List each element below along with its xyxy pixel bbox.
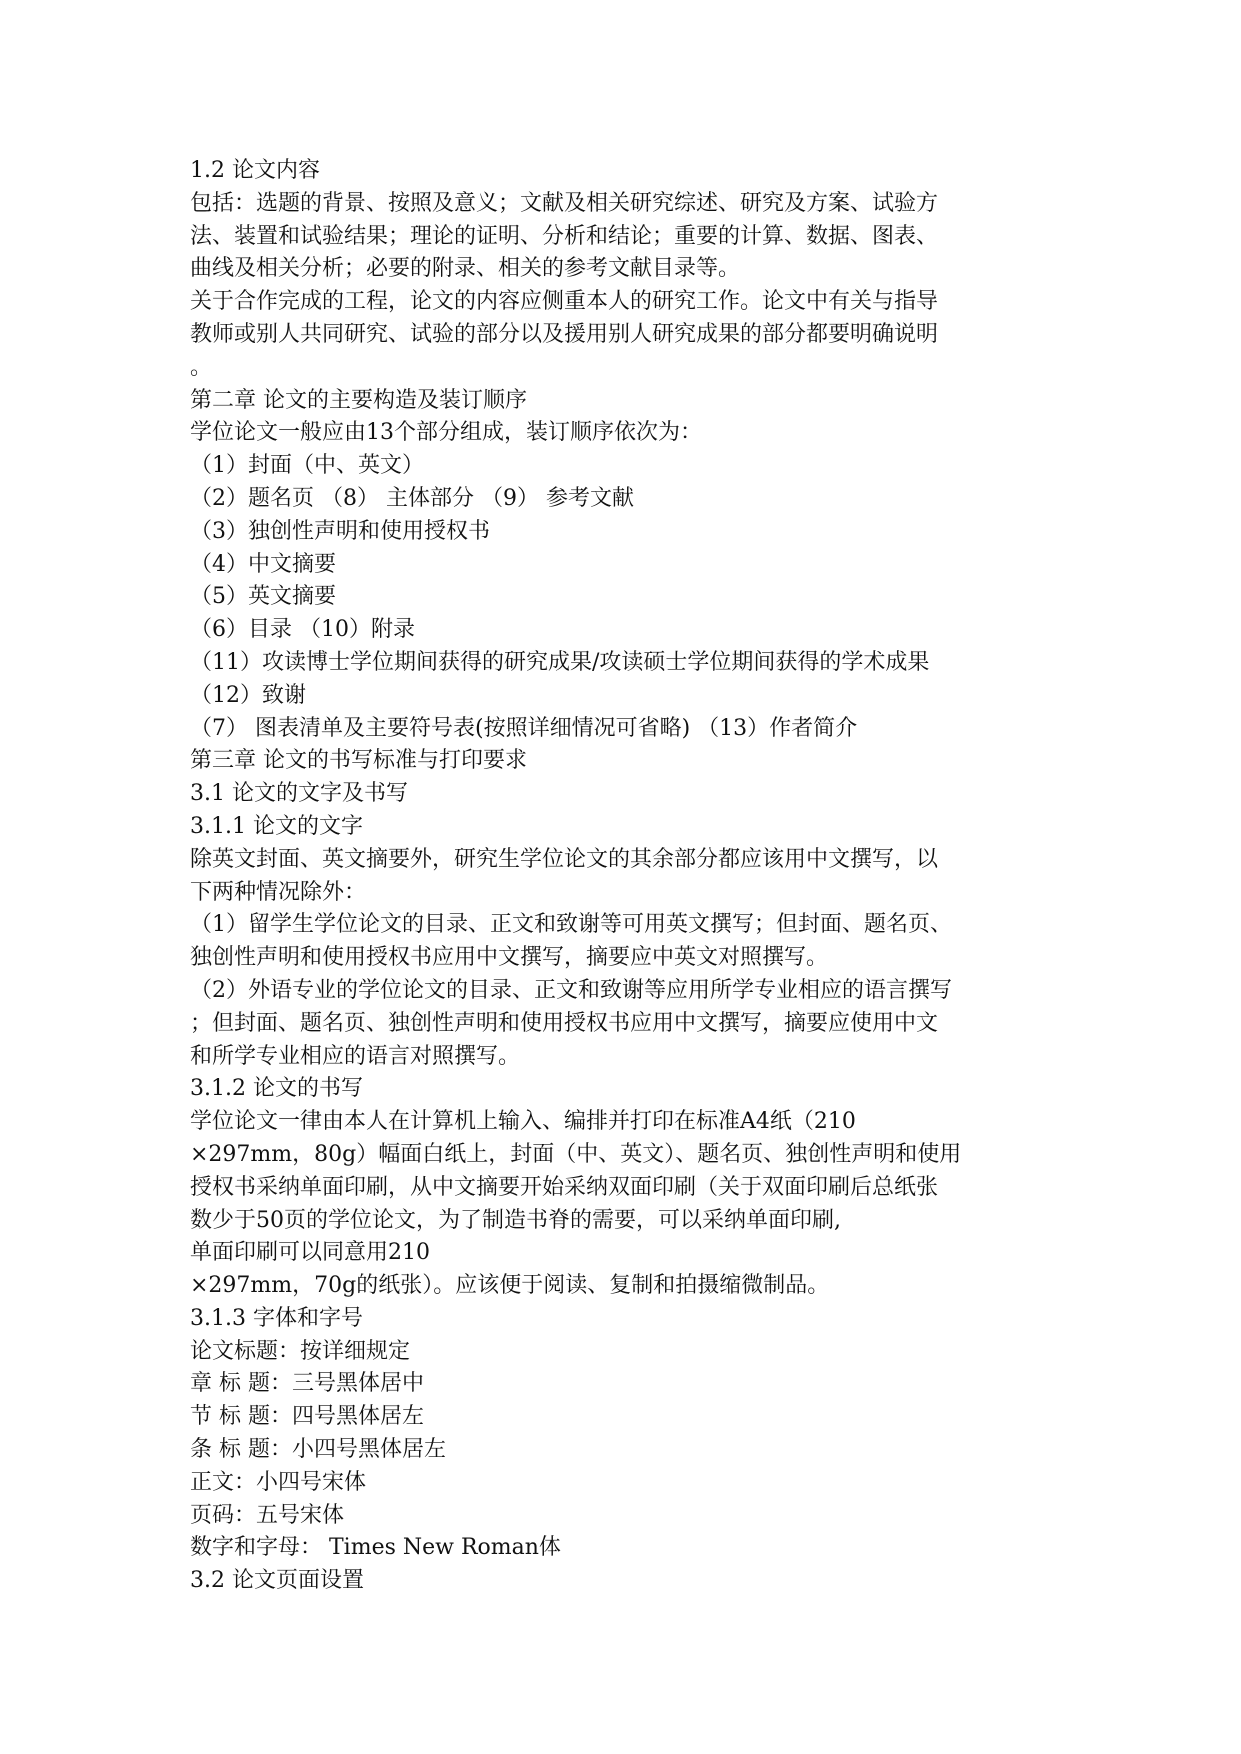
section-heading: 3.1 论文的文字及书写 bbox=[190, 781, 408, 807]
paragraph-line: 条 标 题：小四号黑体居左 bbox=[190, 1437, 446, 1463]
list-item: （4）中文摘要 bbox=[190, 551, 336, 577]
paragraph-line: 数少于50页的学位论文，为了制造书脊的需要，可以采纳单面印刷, bbox=[190, 1207, 841, 1233]
paragraph-line: 包括：选题的背景、按照及意义；文献及相关研究综述、研究及方案、试验方 bbox=[190, 190, 939, 216]
paragraph-line: ×297mm，70g的纸张）。应该便于阅读、复制和拍摄缩微制品。 bbox=[190, 1273, 830, 1299]
list-item: （2）题名页 （8） 主体部分 （9） 参考文献 bbox=[190, 485, 634, 511]
list-item: （11）攻读博士学位期间获得的研究成果/攻读硕士学位期间获得的学术成果 bbox=[190, 649, 930, 675]
paragraph-line: 关于合作完成的工程，论文的内容应侧重本人的研究工作。论文中有关与指导 bbox=[190, 289, 939, 315]
list-item: （5）英文摘要 bbox=[190, 584, 336, 610]
chapter-heading: 第三章 论文的书写标准与打印要求 bbox=[190, 748, 527, 774]
paragraph-line: 授权书采纳单面印刷，从中文摘要开始采纳双面印刷（关于双面印刷后总纸张 bbox=[190, 1174, 939, 1200]
paragraph-line: （2）外语专业的学位论文的目录、正文和致谢等应用所学专业相应的语言撰写 bbox=[190, 977, 952, 1003]
paragraph-line: 单面印刷可以同意用210 bbox=[190, 1240, 430, 1266]
paragraph-line: 正文：小四号宋体 bbox=[190, 1469, 367, 1495]
paragraph-line: ；但封面、题名页、独创性声明和使用授权书应用中文撰写，摘要应使用中文 bbox=[190, 1010, 939, 1036]
paragraph-line: 学位论文一般应由13个部分组成，装订顺序依次为： bbox=[190, 420, 702, 446]
paragraph-line: 法、装置和试验结果；理论的证明、分析和结论；重要的计算、数据、图表、 bbox=[190, 223, 939, 249]
paragraph-line: 页码：五号宋体 bbox=[190, 1502, 345, 1528]
paragraph-line: 数字和字母： Times New Roman体 bbox=[190, 1535, 561, 1561]
paragraph-line: 除英文封面、英文摘要外，研究生学位论文的其余部分都应该用中文撰写，以 bbox=[190, 846, 939, 872]
list-item: （3）独创性声明和使用授权书 bbox=[190, 518, 490, 544]
list-item: （1）封面（中、英文） bbox=[190, 453, 424, 479]
list-item: （7） 图表清单及主要符号表(按照详细情况可省略) （13）作者简介 bbox=[190, 715, 858, 741]
subsection-heading: 3.1.2 论文的书写 bbox=[190, 1076, 363, 1102]
subsection-heading: 3.1.1 论文的文字 bbox=[190, 813, 363, 839]
list-item: （12）致谢 bbox=[190, 682, 306, 708]
paragraph-line: 章 标 题：三号黑体居中 bbox=[190, 1371, 424, 1397]
chapter-heading: 第二章 论文的主要构造及装订顺序 bbox=[190, 387, 527, 413]
paragraph-line: 节 标 题：四号黑体居左 bbox=[190, 1404, 424, 1430]
paragraph-line: （1）留学生学位论文的目录、正文和致谢等可用英文撰写；但封面、题名页、 bbox=[190, 912, 952, 938]
list-item: （6）目录 （10）附录 bbox=[190, 617, 415, 643]
paragraph-line: 独创性声明和使用授权书应用中文撰写，摘要应中英文对照撰写。 bbox=[190, 945, 829, 971]
paragraph-line: 论文标题：按详细规定 bbox=[190, 1338, 411, 1364]
paragraph-line: 下两种情况除外： bbox=[190, 879, 367, 905]
body-text bbox=[190, 155, 1070, 1598]
paragraph-line: 教师或别人共同研究、试验的部分以及援用别人研究成果的部分都要明确说明 bbox=[190, 321, 939, 347]
paragraph-line: 学位论文一律由本人在计算机上输入、编排并打印在标准A4纸（210 bbox=[190, 1109, 856, 1135]
paragraph-line: ×297mm，80g）幅面白纸上，封面（中、英文）、题名页、独创性声明和使用 bbox=[190, 1141, 962, 1167]
paragraph-line: 曲线及相关分析；必要的附录、相关的参考文献目录等。 bbox=[190, 256, 741, 282]
paragraph-line: 。 bbox=[190, 354, 213, 380]
paragraph-line: 和所学专业相应的语言对照撰写。 bbox=[190, 1043, 521, 1069]
section-heading: 3.2 论文页面设置 bbox=[190, 1568, 364, 1594]
section-heading: 1.2 论文内容 bbox=[190, 158, 320, 183]
subsection-heading: 3.1.3 字体和字号 bbox=[190, 1305, 363, 1331]
